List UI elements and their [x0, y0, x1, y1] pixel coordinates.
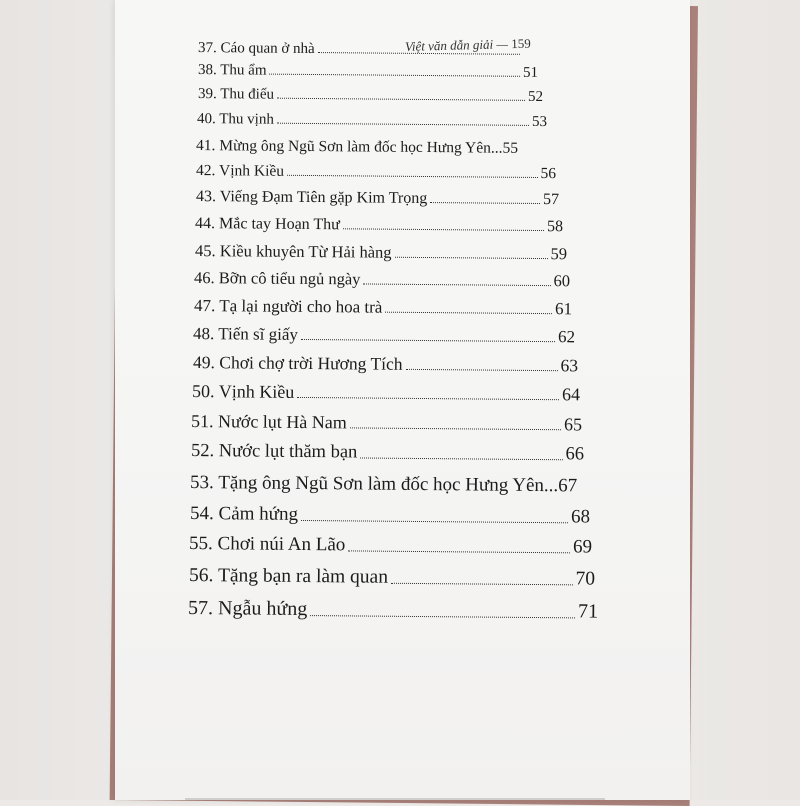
dot-leader [301, 339, 555, 342]
toc-entry-page-number: 71 [577, 600, 599, 623]
toc-entry [192, 381, 580, 405]
dot-leader [430, 202, 540, 204]
toc-entry-title: 38. Thu ẩm [198, 62, 267, 79]
dot-leader [277, 123, 529, 126]
toc-entry-title: 50. Vịnh Kiều [192, 381, 295, 402]
toc-entry-page-number: 60 [553, 271, 571, 291]
toc-entry-title: 49. Chơi chợ trời Hương Tích [193, 352, 403, 374]
dot-leader [343, 228, 544, 231]
toc-entry-title: 51. Nước lụt Hà Nam [191, 411, 347, 433]
toc-entry-page-number: 55 [502, 139, 519, 157]
toc-entry-page-number: 67 [558, 475, 578, 497]
toc-entry-title: 44. Mắc tay Hoạn Thư [195, 215, 340, 234]
toc-entry [190, 503, 590, 528]
dot-leader [310, 615, 575, 618]
toc-entry [193, 352, 578, 376]
toc-entry-page-number: 65 [563, 414, 583, 435]
toc-entry-title: 37. Cáo quan ở nhà [198, 40, 315, 58]
toc-entry-page-number: 69 [572, 536, 593, 558]
dot-leader [385, 312, 552, 314]
toc-entry-title: 39. Thu điếu [198, 86, 275, 103]
dot-leader [406, 369, 558, 371]
toc-entry-page-number: 59 [550, 244, 568, 264]
toc-entry-title: 40. Thu vịnh [197, 111, 274, 128]
toc-entry [195, 215, 563, 236]
toc-entry-page-number: 52 [527, 88, 544, 106]
toc-entry-page-number: 68 [570, 506, 591, 528]
toc-entry-page-number: 64 [561, 384, 581, 405]
toc-entry-page-number: 57 [542, 191, 560, 209]
toc-entry-title: 42. Vịnh Kiều [196, 162, 285, 180]
toc-entry [191, 411, 582, 435]
toc-entry-title: 47. Tạ lại người cho hoa trà [194, 296, 383, 317]
toc-entry [190, 472, 588, 497]
dot-leader [391, 583, 573, 586]
dot-leader [395, 257, 548, 259]
dot-leader [270, 74, 521, 77]
dot-leader [318, 52, 520, 55]
toc-entry-page-number: 63 [560, 355, 579, 376]
toc-entry-title: 41. Mừng ông Ngũ Sơn làm đốc học Hưng Yên... [196, 137, 503, 157]
toc-entry-page-number: 56 [540, 165, 557, 183]
toc-entry-page-number: 51 [522, 64, 539, 81]
toc-entry-title: 46. Bỡn cô tiểu ngủ ngày [194, 268, 361, 289]
toc-entry-title: 57. Ngẫu hứng [188, 597, 308, 621]
toc-entry-title: 43. Viếng Đạm Tiên gặp Kim Trọng [196, 188, 428, 208]
toc-entry-page-number: 66 [565, 444, 585, 465]
dot-leader [348, 550, 570, 553]
toc-entry-title: 56. Tặng bạn ra làm quan [189, 565, 389, 588]
running-header-dash: — [496, 36, 509, 52]
toc-entry-title: 48. Tiến sĩ giấy [193, 324, 299, 344]
toc-entry [194, 268, 570, 291]
running-header-title: Việt văn dẫn giải [404, 36, 494, 54]
toc-entry [193, 324, 575, 347]
dot-leader [277, 98, 525, 101]
running-header-page-number: 159 [511, 35, 531, 52]
toc-entry-title: 53. Tặng ông Ngũ Sơn làm đốc học Hưng Yên... [190, 472, 559, 497]
dot-leader [301, 520, 568, 523]
toc-entry [191, 441, 584, 465]
toc-entry-title: 52. Nước lụt thăm bạn [191, 441, 358, 463]
dot-leader [287, 175, 538, 178]
toc-entry-title: 45. Kiều khuyên Từ Hải hàng [195, 241, 392, 262]
toc-entry-page-number: 70 [575, 568, 596, 590]
toc-entry [196, 137, 551, 158]
toc-entry-page-number: 53 [531, 113, 548, 131]
toc-entry [198, 40, 523, 60]
toc-entry [196, 162, 556, 183]
toc-entry [197, 111, 547, 131]
toc-entry [189, 565, 595, 591]
dot-leader [297, 397, 559, 400]
toc-entry-title: 54. Cảm hứng [190, 503, 299, 525]
toc-entry [194, 296, 572, 319]
toc-entry [198, 62, 538, 82]
toc-entry [196, 188, 559, 209]
dot-leader [360, 457, 562, 460]
dot-leader [363, 283, 550, 286]
toc-entry [198, 86, 543, 106]
toc-entry-page-number: 61 [554, 299, 573, 319]
dot-leader [350, 427, 561, 430]
toc-entry-title: 55. Chơi núi An Lão [189, 533, 346, 556]
toc-entry [195, 241, 567, 264]
toc-entry [188, 597, 598, 624]
toc-entry [189, 533, 592, 559]
toc-entry-page-number: 62 [557, 327, 576, 347]
toc-entry-page-number: 58 [546, 218, 564, 236]
